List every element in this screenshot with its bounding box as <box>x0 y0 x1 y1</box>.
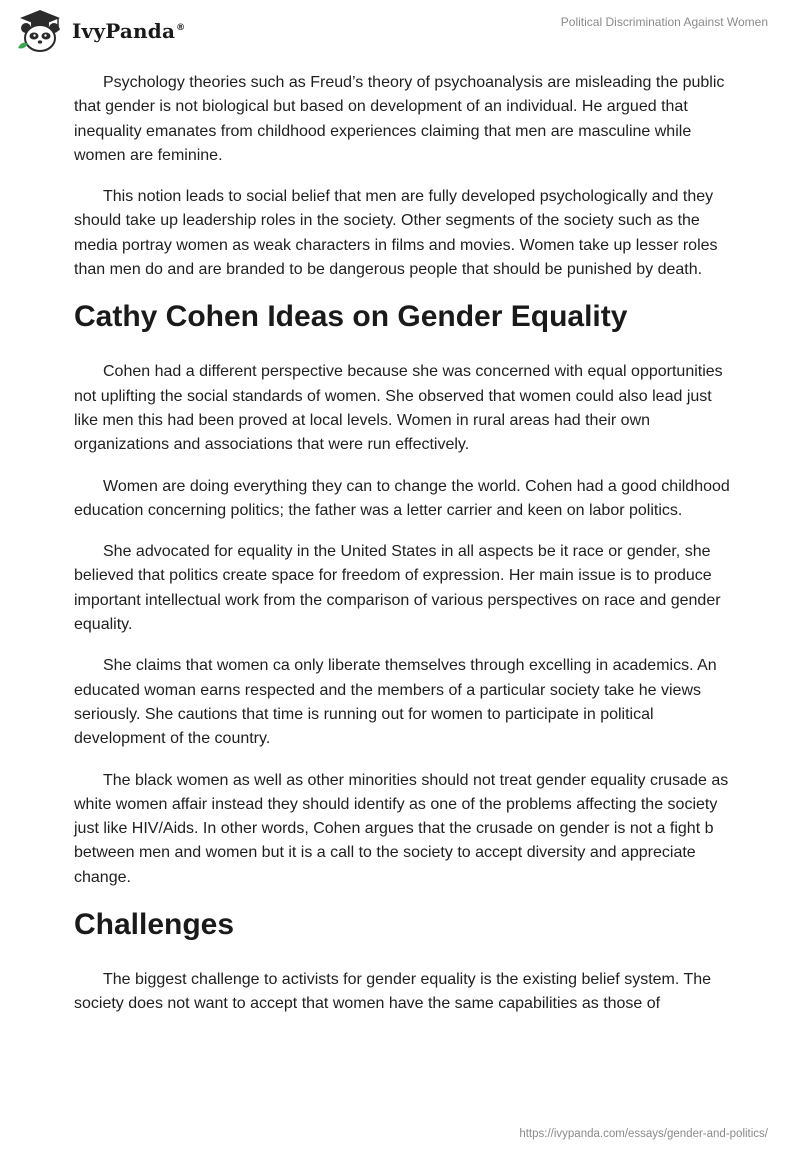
section-heading-challenges: Challenges <box>74 908 235 942</box>
essay-body <box>74 71 730 1034</box>
paragraph: Cohen had a different perspective because she was concerned with equal opportunities not uplifting the social standards of women. She observed that women could also lead just like men this had been proved at local levels. Women in rural areas had their own organizations and associations that were run effectively. <box>74 363 723 454</box>
panda-graduate-icon <box>14 8 66 54</box>
paragraph: The biggest challenge to activists for gender equality is the existing belief system. The society does not want to accept that women have the same capabilities as those of <box>74 971 712 1013</box>
footer-url-link[interactable]: https://ivypanda.com/essays/gender-and-politics/ <box>519 1128 768 1140</box>
paragraph: This notion leads to social belief that men are fully developed psychologically and they should take up leadership roles in the society. Other segments of the society such as the media portray women as weak characters in films and movies. Women take up lesser roles than men do and are branded to be dangerous people that should be punished by death. <box>74 188 718 279</box>
paragraph: The black women as well as other minorities should not treat gender equality crusade as white women affair instead they should identify as one of the problems affecting the society just like HIV/Aids. In other words, Cohen argues that the crusade on gender is not a fight b between men and women but it is a call to the society to accept diversity and appreciate change. <box>74 771 729 886</box>
paragraph: She advocated for equality in the United States in all aspects be it race or gender, she believed that politics create space for freedom of expression. Her main issue is to produce important intellectual work from the comparison of various perspectives on race and gender equality. <box>74 543 721 634</box>
page-header <box>0 0 800 60</box>
paragraph: She claims that women ca only liberate themselves through excelling in academics. An educated woman earns respected and the members of a particular society take he views seriously. She cautions that time is running out for women to participate in political development of the country. <box>74 657 717 748</box>
paragraph: Women are doing everything they can to change the world. Cohen had a good childhood education concerning politics; the father was a letter carrier and keen on labor politics. <box>74 477 730 519</box>
section-heading-cohen: Cathy Cohen Ideas on Gender Equality <box>74 300 628 334</box>
brand-name: IvyPanda® <box>72 19 186 43</box>
registered-mark: ® <box>176 23 186 34</box>
ivypanda-logo[interactable] <box>14 8 185 54</box>
document-title: Political Discrimination Against Women <box>560 15 768 29</box>
paragraph: Psychology theories such as Freud’s theory of psychoanalysis are misleading the public that gender is not biological but based on development of an individual. He argued that inequality emanates from childhood experiences claiming that men are masculine while women are feminine. <box>74 74 725 164</box>
